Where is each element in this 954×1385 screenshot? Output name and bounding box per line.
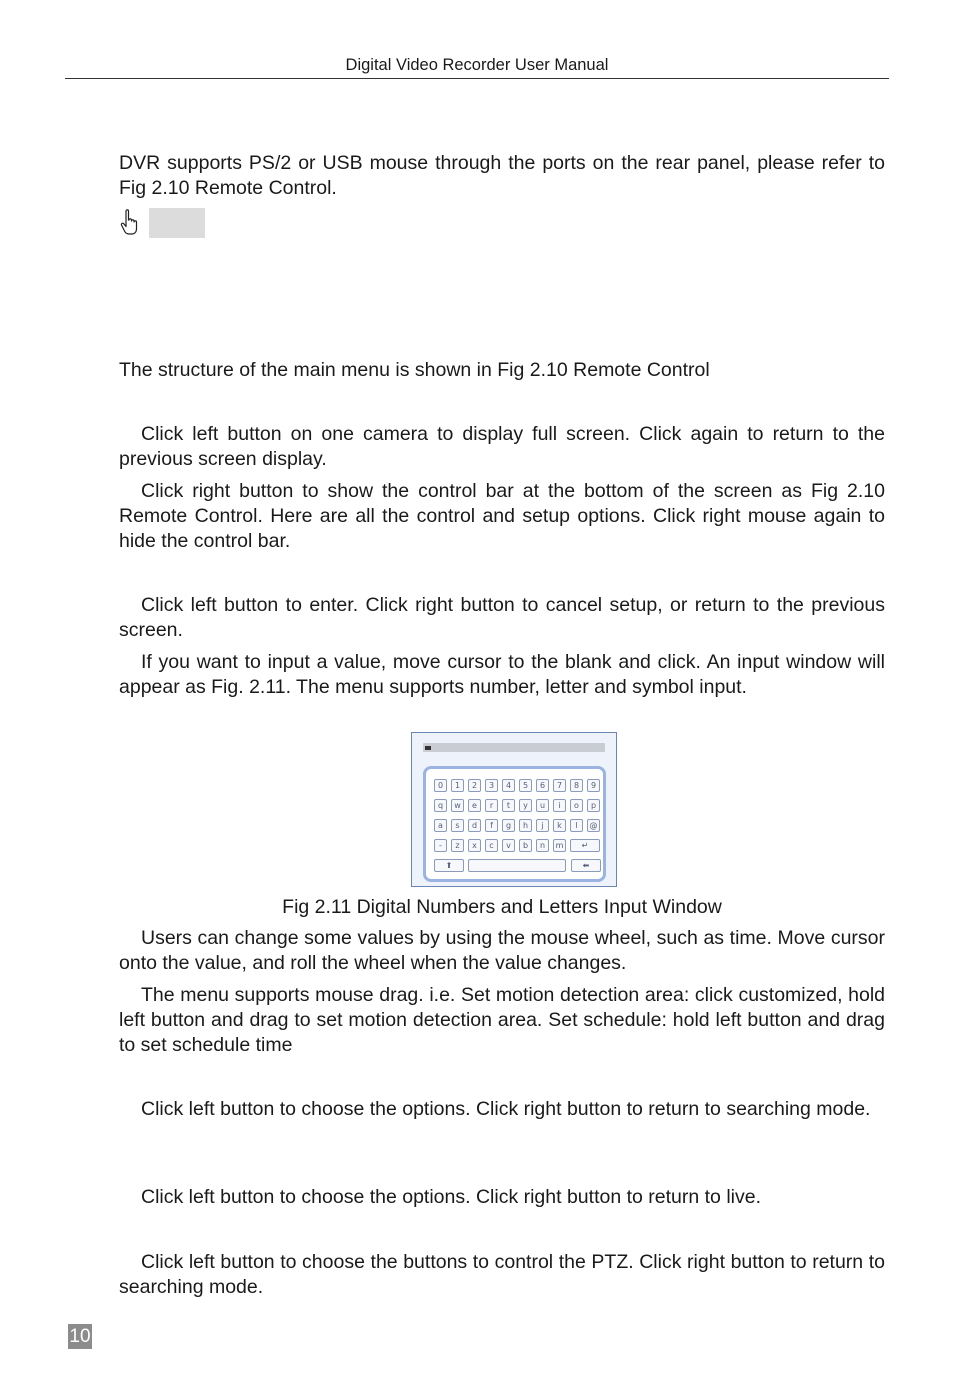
- keyboard-key[interactable]: @: [587, 819, 600, 832]
- keyboard-key[interactable]: u: [536, 799, 549, 812]
- keyboard-key[interactable]: m: [553, 839, 566, 852]
- keyboard-key[interactable]: 9: [587, 779, 600, 792]
- keyboard-key[interactable]: b: [519, 839, 532, 852]
- input-window-figure: [411, 732, 617, 887]
- keyboard-key[interactable]: 6: [536, 779, 549, 792]
- keyboard-key[interactable]: y: [519, 799, 532, 812]
- keyboard-key[interactable]: c: [485, 839, 498, 852]
- keyboard-key[interactable]: q: [434, 799, 447, 812]
- keyboard-shift-key[interactable]: ⬆: [434, 859, 464, 872]
- page-number: 10: [69, 1326, 91, 1347]
- paragraph-mouse-wheel: Users can change some values by using the mouse wheel, such as time. Move cursor onto the value, and roll the wheel when the value changes.: [119, 927, 885, 974]
- keyboard-key[interactable]: g: [502, 819, 515, 832]
- keyboard-key[interactable]: o: [570, 799, 583, 812]
- paragraph-live-left-click: Click left button on one camera to display full screen. Click again to return to the previous screen display.: [119, 423, 885, 470]
- paragraph-menu-enter: Click left button to enter. Click right button to cancel setup, or return to the previous screen.: [119, 594, 885, 641]
- keyboard-key[interactable]: x: [468, 839, 481, 852]
- keyboard-space-key[interactable]: [468, 859, 566, 872]
- keyboard-key[interactable]: 3: [485, 779, 498, 792]
- paragraph-menu-input: If you want to input a value, move cursor to the blank and click. An input window will appear as Fig. 2.11. The menu supports number, letter and symbol input.: [119, 651, 885, 698]
- keyboard-key[interactable]: k: [553, 819, 566, 832]
- keyboard-key[interactable]: j: [536, 819, 549, 832]
- keyboard-key[interactable]: v: [502, 839, 515, 852]
- keyboard-key[interactable]: l: [570, 819, 583, 832]
- text-cursor: [425, 746, 431, 750]
- keyboard-key[interactable]: h: [519, 819, 532, 832]
- keyboard-key[interactable]: i: [553, 799, 566, 812]
- page-header: Digital Video Recorder User Manual: [65, 54, 889, 79]
- paragraph-ptz-mode: Click left button to choose the buttons to control the PTZ. Click right button to return to searching mode.: [119, 1251, 885, 1298]
- keyboard-key[interactable]: n: [536, 839, 549, 852]
- keyboard-key[interactable]: z: [451, 839, 464, 852]
- figure-caption: Fig 2.11 Digital Numbers and Letters Input Window: [282, 896, 722, 918]
- keyboard-key[interactable]: f: [485, 819, 498, 832]
- keyboard-key[interactable]: 2: [468, 779, 481, 792]
- keyboard-key[interactable]: e: [468, 799, 481, 812]
- hand-pointer-icon: [119, 208, 141, 236]
- paragraph-playback-mode: Click left button to choose the options. Click right button to return to live.: [141, 1186, 761, 1208]
- paragraph-live-right-click: Click right button to show the control bar at the bottom of the screen as Fig 2.10 Remote Control. Here are all the control and setup options. Click right mouse again to hide the control bar.: [119, 480, 885, 552]
- keyboard-key[interactable]: 1: [451, 779, 464, 792]
- keyboard-key[interactable]: 5: [519, 779, 532, 792]
- keyboard-key[interactable]: 4: [502, 779, 515, 792]
- keyboard-key[interactable]: 0: [434, 779, 447, 792]
- keyboard-key[interactable]: r: [485, 799, 498, 812]
- note-label-box: [149, 208, 205, 238]
- keyboard-key[interactable]: p: [587, 799, 600, 812]
- keyboard-enter-key[interactable]: ↵: [570, 839, 600, 852]
- keyboard-key[interactable]: a: [434, 819, 447, 832]
- keyboard-key[interactable]: t: [502, 799, 515, 812]
- keyboard-backspace-key[interactable]: ⬅: [571, 859, 601, 872]
- input-field: [423, 743, 605, 752]
- paragraph-mouse-support: DVR supports PS/2 or USB mouse through the ports on the rear panel, please refer to Fig 2.10 Remote Control.: [119, 152, 885, 199]
- virtual-keyboard: [423, 766, 606, 882]
- keyboard-key[interactable]: w: [451, 799, 464, 812]
- paragraph-mouse-drag: The menu supports mouse drag. i.e. Set motion detection area: click customized, hold left button and drag to set motion detection area. Set schedule: hold left button and drag to set schedule time: [119, 984, 885, 1056]
- keyboard-key[interactable]: s: [451, 819, 464, 832]
- paragraph-menu-structure: The structure of the main menu is shown in Fig 2.10 Remote Control: [119, 359, 710, 381]
- keyboard-key[interactable]: 8: [570, 779, 583, 792]
- keyboard-key[interactable]: -: [434, 839, 447, 852]
- keyboard-key[interactable]: 7: [553, 779, 566, 792]
- paragraph-search-mode: Click left button to choose the options. Click right button to return to searching mode.: [141, 1098, 871, 1120]
- keyboard-key[interactable]: d: [468, 819, 481, 832]
